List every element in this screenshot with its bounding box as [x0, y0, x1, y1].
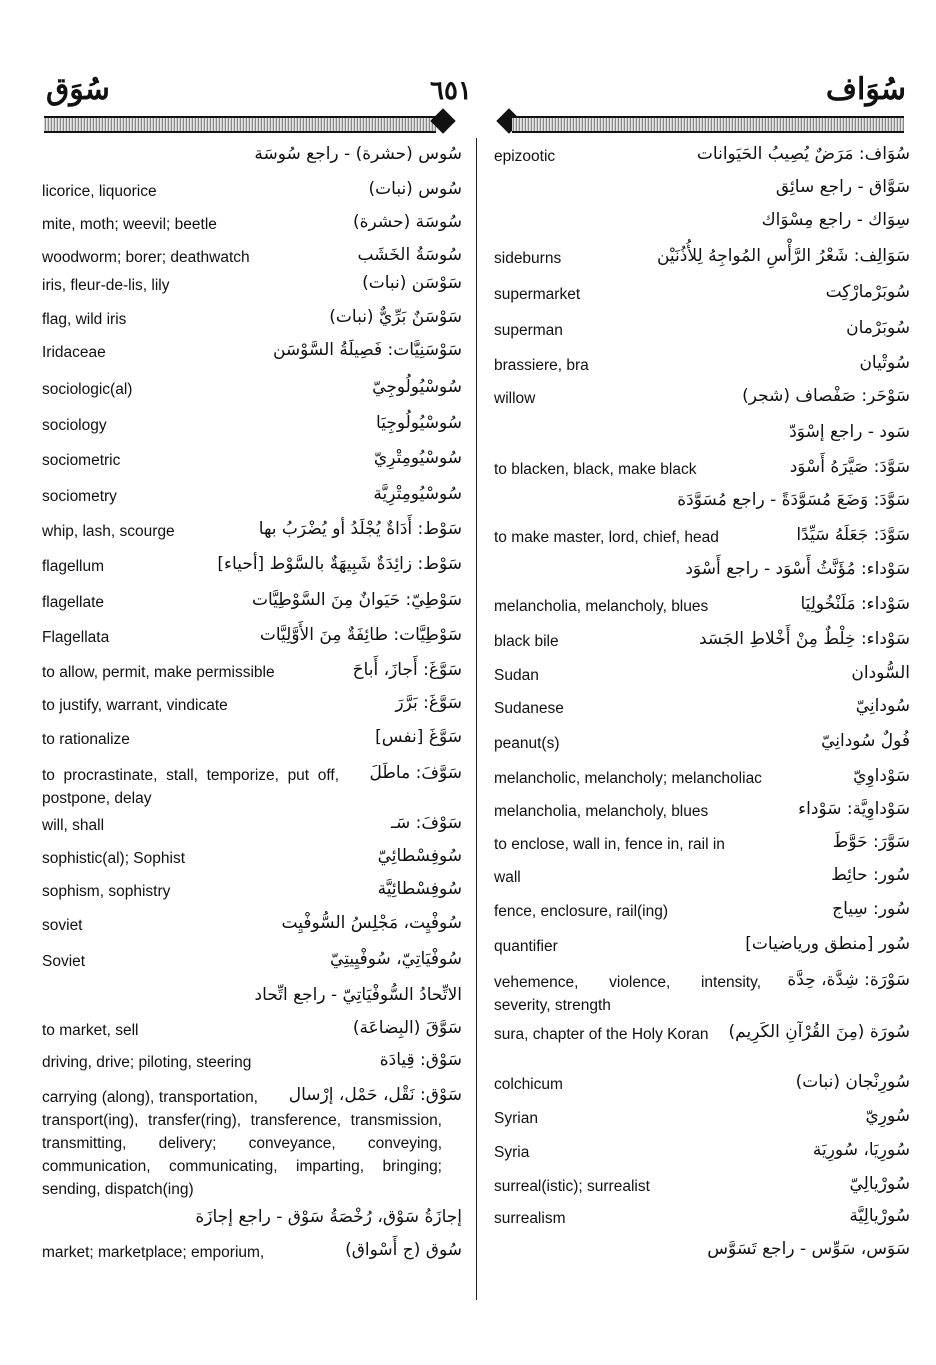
- arabic-headword: سَوْسَنٌ بَرِّيٌّ (نبات): [329, 307, 462, 327]
- english-definition: flagellate: [42, 594, 105, 611]
- english-definition: melancholia, melancholy, blues: [494, 598, 709, 615]
- arabic-headword: سَود - راجع إسْوَدّ: [789, 422, 910, 442]
- arabic-headword: سُور [منطق ورياضيات]: [745, 934, 910, 954]
- english-definition: Sudanese: [494, 700, 564, 717]
- arabic-headword: سَوْطِيَّات: طائِفَةٌ مِنَ الأَوَّلِيَّات: [259, 625, 462, 645]
- english-definition: flag, wild iris: [42, 311, 127, 328]
- english-definition: sophism, sophistry: [42, 883, 171, 900]
- english-definition: Flagellata: [42, 629, 110, 646]
- arabic-headword: سُوفِسْطائِيَّة: [377, 879, 462, 899]
- arabic-headword: سُوسْيُومِتْرِيَّة: [373, 484, 462, 504]
- arabic-headword: سَوْداوِيّ: [853, 766, 910, 786]
- arabic-headword: سُورَة (مِنَ القُرْآنِ الكَرِيم): [728, 1022, 910, 1042]
- arabic-headword: سَوْسَن (نبات): [362, 273, 462, 293]
- header-rule-left: [44, 116, 436, 133]
- header-guide-word-right: سُوَاف: [825, 72, 906, 107]
- arabic-headword: سَوَّدَ: صَيَّرَهُ أَسْوَد: [789, 457, 910, 477]
- english-definition: Sudan: [494, 667, 539, 684]
- english-definition: fence, enclosure, rail(ing): [494, 903, 669, 920]
- arabic-headword: سَوْداء: مَلَنْخُولِيَا: [800, 594, 910, 614]
- arabic-headword: سَوَّدَ: وَضَعَ مُسَوَّدَةً - راجع مُسَوَّدَة: [677, 490, 910, 510]
- english-definition: surreal(istic); surrealist: [494, 1178, 650, 1195]
- english-definition: superman: [494, 322, 563, 339]
- english-definition: Syrian: [494, 1110, 538, 1127]
- arabic-headword: سُور: حائِط: [831, 865, 910, 885]
- arabic-headword: سَوْط: زائِدَةٌ شَبِيهَةٌ بالسَّوْط [أحياء]: [217, 554, 462, 574]
- arabic-headword: سَوْداء: مُؤَنَّثُ أَسْوَد - راجع أَسْوَد: [685, 559, 910, 579]
- arabic-headword: سُوسْيُومِتْرِيّ: [373, 448, 462, 468]
- english-definition: epizootic: [494, 148, 556, 165]
- arabic-headword: سُوسْيُولُوجِيّ: [372, 377, 462, 397]
- arabic-headword: سَوْحَر: صَفْصاف (شجر): [742, 386, 910, 406]
- arabic-headword: سُوس (حشرة) - راجع سُوسَة: [254, 144, 462, 164]
- arabic-headword: سَوَّغَ: بَرَّرَ: [395, 693, 462, 713]
- english-definition: sociometric: [42, 452, 121, 469]
- arabic-headword: سَوَّقَ (البِضاعَة): [352, 1018, 462, 1038]
- arabic-headword: سَوْرَة: شِدَّة، حِدَّة: [787, 970, 910, 990]
- arabic-headword: سَوَّاق - راجع سائِق: [775, 177, 910, 197]
- english-definition: sociologic(al): [42, 381, 133, 398]
- english-definition: will, shall: [42, 817, 105, 834]
- arabic-headword: سُوبَرْمان: [846, 318, 910, 338]
- arabic-headword: سُور: سِياج: [832, 899, 910, 919]
- english-definition: carrying (along), transportation, transport(ing), transfer(ring), transference, transmission, transmitting, delivery; conveyance, conveying, communication, communicating, imparting, bringing; sending, dispatch(ing): [42, 1089, 442, 1198]
- english-definition: licorice, liquorice: [42, 183, 157, 200]
- english-definition: mite, moth; weevil; beetle: [42, 216, 217, 233]
- arabic-headword: سُورِيَا، سُورِيَة: [812, 1140, 910, 1160]
- english-definition: woodworm; borer; deathwatch: [42, 249, 250, 266]
- english-definition: market; marketplace; emporium,: [42, 1244, 265, 1261]
- english-definition: sophistic(al); Sophist: [42, 850, 186, 867]
- english-definition: vehemence, violence, intensity, severity, strength: [494, 974, 761, 1014]
- arabic-headword: سَوَس، سَوِّس - راجع تَسَوَّس: [707, 1239, 910, 1259]
- english-definition: melancholic, melancholy; melancholiac: [494, 770, 762, 787]
- english-definition: black bile: [494, 633, 559, 650]
- arabic-headword: الاتِّحادُ السُّوفْيَاتِيّ - راجع اتِّحاد: [254, 985, 462, 1005]
- english-definition: quantifier: [494, 938, 558, 955]
- english-definition: soviet: [42, 917, 83, 934]
- english-definition: whip, lash, scourge: [42, 523, 175, 540]
- arabic-headword: سَوَّغَ: أَجازَ، أَباحَ: [352, 660, 462, 680]
- arabic-headword: سَوَّغَ [نفس]: [375, 727, 462, 747]
- english-definition: brassiere, bra: [494, 357, 589, 374]
- arabic-headword: سُورِيّ: [865, 1106, 910, 1126]
- arabic-headword: سَوَّفَ: ماطَلَ: [369, 763, 462, 783]
- english-definition: to make master, lord, chief, head: [494, 529, 719, 546]
- english-definition: sideburns: [494, 250, 562, 267]
- arabic-headword: سُوق (ج أَسْواق): [345, 1240, 462, 1260]
- arabic-headword: سِوَاك - راجع مِسْوَاك: [761, 210, 910, 230]
- arabic-headword: سَوْداوِيَّة: سَوْداء: [798, 799, 910, 819]
- arabic-headword: سَوْق: نَقْل، حَمْل، إرْسال: [288, 1085, 462, 1105]
- english-definition: to allow, permit, make permissible: [42, 664, 275, 681]
- arabic-headword: سُوفِسْطائِيّ: [377, 846, 462, 866]
- arabic-headword: سَوَالِف: شَعْرُ الرَّأْسِ المُواجِهُ لِلأُذُنَيْن: [656, 246, 910, 266]
- english-definition: sura, chapter of the Holy Koran: [494, 1026, 709, 1043]
- arabic-headword: السُّودان: [851, 663, 910, 683]
- header-rule-right: [512, 116, 904, 133]
- arabic-headword: سُوفْيِت، مَجْلِسُ السُّوفْيِت: [281, 913, 462, 933]
- english-definition: to procrastinate, stall, temporize, put off, postpone, delay: [42, 767, 339, 807]
- english-definition: Iridaceae: [42, 344, 106, 361]
- english-definition: surrealism: [494, 1210, 566, 1227]
- english-definition: supermarket: [494, 286, 581, 303]
- arabic-headword: سُوَاف: مَرَضٌ يُصِيبُ الحَيَوانات: [696, 144, 910, 164]
- english-definition: Syria: [494, 1144, 530, 1161]
- english-definition: wall: [494, 869, 521, 886]
- english-definition: flagellum: [42, 558, 105, 575]
- page-number: ٦٥١: [430, 76, 472, 106]
- arabic-headword: سَوْق: قِيادَة: [379, 1050, 462, 1070]
- arabic-headword: سَوَّدَ: جَعَلَهُ سَيِّدًا: [796, 525, 910, 545]
- arabic-headword: سَوَّرَ: حَوَّطَ: [832, 832, 910, 852]
- arabic-headword: سُوسَة (حشرة): [352, 212, 462, 232]
- english-definition: to rationalize: [42, 731, 130, 748]
- english-definition: driving, drive; piloting, steering: [42, 1054, 252, 1071]
- english-definition: colchicum: [494, 1076, 563, 1093]
- arabic-headword: سَوْفَ: سَـ: [390, 813, 462, 833]
- header-guide-word-left: سُوَق: [46, 72, 110, 107]
- english-definition: peanut(s): [494, 735, 560, 752]
- arabic-headword: سُورْيالِيَّة: [849, 1206, 910, 1226]
- english-definition: iris, fleur-de-lis, lily: [42, 277, 170, 294]
- english-definition: sociometry: [42, 488, 117, 505]
- arabic-headword: سَوْط: أَدَاةٌ يُجْلَدُ أو يُضْرَبُ بها: [258, 519, 462, 539]
- english-definition: to justify, warrant, vindicate: [42, 697, 228, 714]
- arabic-headword: إجازَةُ سَوْق، رُخْصَةُ سَوْق - راجع إجازَة: [195, 1207, 462, 1227]
- arabic-headword: سُوسْيُولُوجِيَا: [376, 413, 462, 433]
- arabic-headword: سَوْطِيّ: حَيَوانٌ مِنَ السَّوْطِيَّات: [251, 590, 462, 610]
- arabic-headword: سُوسَةُ الخَشَب: [357, 245, 462, 265]
- english-definition: sociology: [42, 417, 107, 434]
- english-definition: to market, sell: [42, 1022, 139, 1039]
- arabic-headword: فُولٌ سُودانِيّ: [821, 731, 910, 751]
- arabic-headword: سُورِنْجان (نبات): [795, 1072, 910, 1092]
- arabic-headword: سُودانِيّ: [855, 696, 910, 716]
- arabic-headword: سُوبَرْمارْكِت: [825, 282, 910, 302]
- column-divider: [476, 138, 477, 1300]
- english-definition: to enclose, wall in, fence in, rail in: [494, 836, 725, 853]
- english-definition: Soviet: [42, 953, 86, 970]
- arabic-headword: سُوس (نبات): [368, 179, 462, 199]
- english-definition: willow: [494, 390, 536, 407]
- arabic-headword: سَوْسَنِيَّات: فَصِيلَةُ السَّوْسَن: [272, 340, 462, 360]
- arabic-headword: سُوفْيَاتِيّ، سُوفْيِيتِيّ: [330, 949, 462, 969]
- english-definition: to blacken, black, make black: [494, 461, 697, 478]
- arabic-headword: سُوتْيان: [859, 353, 910, 373]
- arabic-headword: سُورْيالِيّ: [849, 1174, 910, 1194]
- arabic-headword: سَوْداء: خِلْطٌ مِنْ أَخْلاطِ الجَسَد: [698, 629, 910, 649]
- english-definition: melancholia, melancholy, blues: [494, 803, 709, 820]
